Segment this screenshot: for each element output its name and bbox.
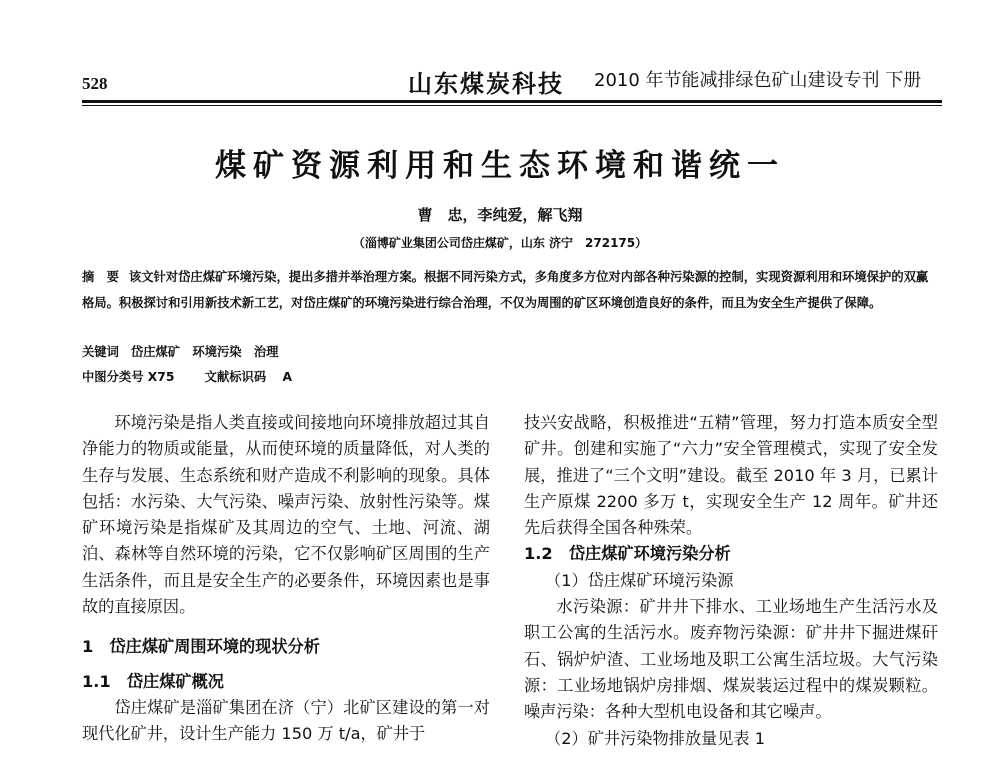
section-1-2-heading: 1.2 岱庄煤矿环境污染分析	[524, 544, 731, 564]
header-rule-thick	[82, 100, 942, 103]
header-rule-thin	[82, 105, 942, 106]
intro-paragraph: 环境污染是指人类直接或间接地向环境排放超过其自净能力的物质或能量，从而使环境的质量降低，对人类的生存与发展、生态系统和财产造成不利影响的现象。具体包括：水污染、大气污染、噪声污染、放射性污染等。煤矿环境污染是指煤矿及其周边的空气、土地、河流、湖泊、森林等自然环境的污染，它不仅影响矿区周围的生产生活条件，而且是安全生产的必要条件，环境因素也是事故的直接原因。	[82, 413, 490, 617]
section-1-heading: 1 岱庄煤矿周围环境的现状分析	[82, 637, 320, 657]
doc-code-value: A	[282, 370, 292, 384]
abstract-label: 摘 要	[82, 270, 119, 284]
overview-paragraph: 岱庄煤矿是淄矿集团在济（宁）北矿区建设的第一对现代化矿井，设计生产能力 150 万 t/a，矿井于	[82, 697, 490, 744]
issue-info: 2010 年节能减排绿色矿山建设专刊 下册	[594, 70, 922, 91]
keywords-line	[82, 342, 278, 360]
article-authors: 曹 忠，李纯爱，解飞翔	[417, 206, 583, 224]
article-title: 煤矿资源利用和生态环境和谐统一	[215, 148, 785, 184]
subsection-1-heading: （1）岱庄煤矿环境污染源	[545, 570, 734, 590]
keywords-label: 关键词	[82, 345, 119, 359]
keywords-text: 岱庄煤矿 环境污染 治理	[130, 345, 279, 359]
section-1-1-heading: 1.1 岱庄煤矿概况	[82, 671, 224, 691]
abstract	[82, 264, 938, 316]
doc-code-label: 文献标识码	[204, 370, 267, 384]
page-number: 528	[82, 74, 108, 93]
subsection-2-heading: （2）矿井污染物排放量见表 1	[545, 728, 766, 748]
left-column	[82, 410, 490, 748]
clc-value: X75	[147, 370, 175, 384]
clc-label: 中图分类号	[82, 370, 144, 384]
continued-paragraph: 技兴安战略，积极推进“五精”管理，努力打造本质安全型矿井。创建和实施了“六力”安全管理模式，实现了安全发展，推进了“三个文明”建设。截至 2010 年 3 月，已累计生产原煤 2200 多万 t，实现安全生产 12 周年。矿井还先后获得全国各种殊荣。	[524, 413, 938, 538]
pollution-sources-paragraph: 水污染源：矿井井下排水、工业场地生产生活污水及职工公寓的生活污水。废弃物污染源：矿井井下掘进煤矸石、锅炉炉渣、工业场地及职工公寓生活垃圾。大气污染源：工业场地锅炉房排烟、煤炭装运过程中的煤炭颗粒。噪声污染：各种大型机电设备和其它噪声。	[524, 597, 938, 722]
classification-line	[82, 367, 292, 385]
article-affiliation: （淄博矿业集团公司岱庄煤矿，山东 济宁 272175）	[352, 236, 648, 250]
abstract-text: 该文针对岱庄煤矿环境污染，提出多措并举治理方案。根据不同污染方式，多角度多方位对内部各种污染源的控制，实现资源利用和环境保护的双赢格局。积极探讨和引用新技术新工艺，对岱庄煤矿的环境污染进行综合治理，不仅为周围的矿区环境创造良好的条件，而且为安全生产提供了保障。	[82, 270, 929, 310]
journal-logo: 山东煤炭科技	[408, 69, 564, 98]
right-column	[524, 410, 938, 752]
